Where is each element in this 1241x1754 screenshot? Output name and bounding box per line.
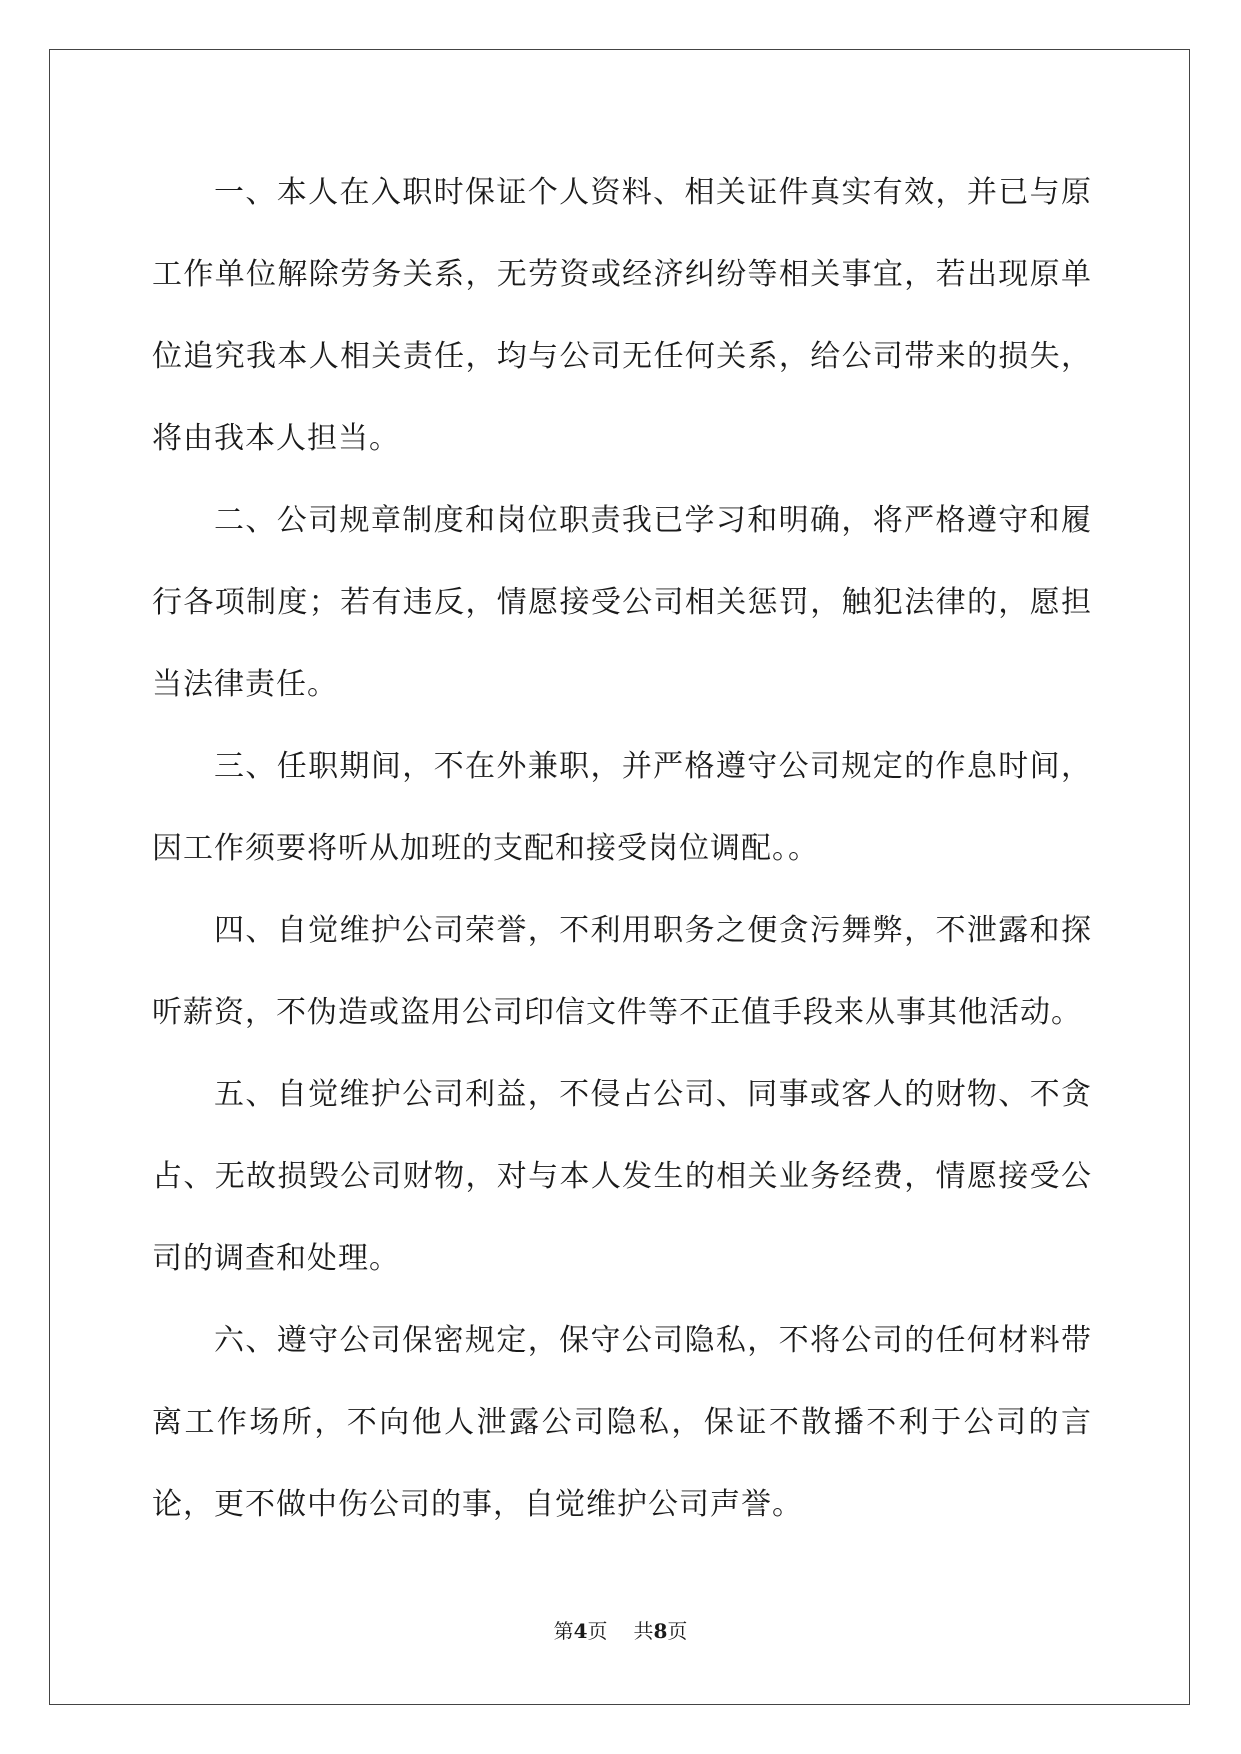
paragraph-1: 一、本人在入职时保证个人资料、相关证件真实有效，并已与原工作单位解除劳务关系，无劳资或经济纠纷等相关事宜，若出现原单位追究我本人相关责任，均与公司无任何关系，给公司带来的损失，将由我本人担当。 (152, 175, 1092, 456)
page-footer (0, 1615, 1241, 1644)
paragraph-3: 三、任职期间，不在外兼职，并严格遵守公司规定的作息时间，因工作须要将听从加班的支配和接受岗位调配。。 (152, 749, 1092, 866)
page-prefix: 第 (553, 1619, 574, 1643)
total-page-number: 8 (653, 1619, 668, 1643)
paragraph-6: 六、遵守公司保密规定，保守公司隐私，不将公司的任何材料带离工作场所，不向他人泄露公司隐私，保证不散播不利于公司的言论，更不做中伤公司的事，自觉维护公司声誉。 (152, 1323, 1092, 1522)
total-prefix: 共 (633, 1619, 654, 1643)
paragraph-5: 五、自觉维护公司利益，不侵占公司、同事或客人的财物、不贪占、无故损毁公司财物，对与本人发生的相关业务经费，情愿接受公司的调查和处理。 (152, 1077, 1092, 1276)
total-suffix: 页 (667, 1619, 688, 1643)
paragraph-4: 四、自觉维护公司荣誉，不利用职务之便贪污舞弊，不泄露和探听薪资，不伪造或盗用公司印信文件等不正值手段来从事其他活动。 (152, 913, 1092, 1030)
document-body (152, 152, 1092, 1546)
page-suffix: 页 (587, 1619, 608, 1643)
paragraph-2: 二、公司规章制度和岗位职责我已学习和明确，将严格遵守和履行各项制度；若有违反，情愿接受公司相关惩罚，触犯法律的，愿担当法律责任。 (152, 503, 1092, 702)
current-page-number: 4 (573, 1619, 588, 1643)
